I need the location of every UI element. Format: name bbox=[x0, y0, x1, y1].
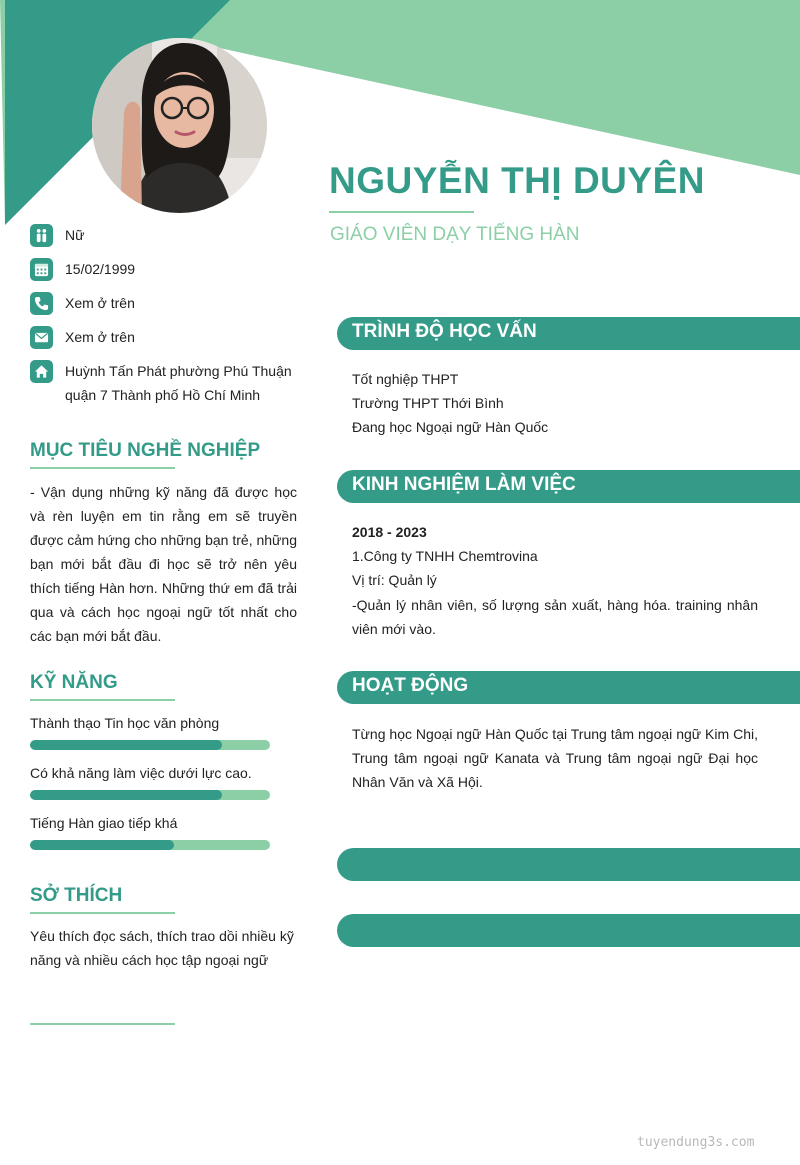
skill-label: Thành thạo Tin học văn phòng bbox=[30, 715, 220, 731]
skill-bar-fill bbox=[30, 840, 174, 850]
watermark: tuyendung3s.com bbox=[637, 1135, 755, 1150]
skills-underline bbox=[30, 699, 175, 701]
hobbies-heading: SỞ THÍCH bbox=[30, 885, 123, 906]
experience-position: Vị trí: Quản lý bbox=[352, 572, 437, 588]
contact-email bbox=[30, 326, 320, 349]
hobbies-text: Yêu thích đọc sách, thích trao dồi nhiều kỹ năng và nhiều cách học tập ngoại ngữ bbox=[30, 928, 294, 968]
calendar-icon bbox=[30, 258, 53, 281]
activities-text: Từng học Ngoại ngữ Hàn Quốc tại Trung tâm ngoại ngữ Kim Chi, Trung tâm ngoại ngữ Kanata và Trung tâm ngoại ngữ Đại học Nhân Văn và Xã Hội. bbox=[352, 726, 758, 790]
empty-banner bbox=[337, 848, 800, 881]
education-banner bbox=[337, 317, 800, 350]
career-goal-text: - Vận dụng những kỹ năng đã được học và rèn luyện em tin rằng em sẽ truyền được cảm hứng cho những bạn trẻ, những bạn mới bắt đầu đi học sẽ trở nên yêu thích tiếng Hàn hơn. Những thứ em đã trải qua và cách học ngoại ngữ tốt nhất cho các bạn mới bắt đầu. bbox=[30, 484, 297, 644]
experience-description: -Quản lý nhân viên, số lượng sản xuất, hàng hóa. training nhân viên mới vào. bbox=[352, 597, 758, 637]
skill-bar-fill bbox=[30, 790, 222, 800]
candidate-name: NGUYỄN THỊ DUYÊN bbox=[329, 160, 705, 201]
hobbies-underline bbox=[30, 912, 175, 914]
gender-text: Nữ bbox=[65, 227, 85, 243]
contact-address bbox=[30, 360, 320, 407]
home-icon bbox=[30, 360, 53, 383]
phone-icon bbox=[30, 292, 53, 315]
contact-birthdate bbox=[30, 258, 320, 281]
education-heading: TRÌNH ĐỘ HỌC VẤN bbox=[352, 321, 537, 342]
email-text: Xem ở trên bbox=[65, 329, 135, 345]
contact-gender bbox=[30, 224, 320, 247]
mail-icon bbox=[30, 326, 53, 349]
contact-phone bbox=[30, 292, 320, 315]
job-title: GIÁO VIÊN DẠY TIẾNG HÀN bbox=[330, 224, 580, 245]
skill-bar bbox=[30, 840, 270, 850]
birthdate-text: 15/02/1999 bbox=[65, 261, 136, 277]
gender-icon bbox=[30, 224, 53, 247]
skill-label: Có khả năng làm việc dưới lực cao. bbox=[30, 765, 252, 781]
activities-heading: HOẠT ĐỘNG bbox=[352, 675, 469, 696]
education-line: Trường THPT Thới Bình bbox=[352, 395, 504, 411]
experience-company: 1.Công ty TNHH Chemtrovina bbox=[352, 548, 538, 564]
experience-period: 2018 - 2023 bbox=[352, 524, 427, 540]
empty-banner bbox=[337, 914, 800, 947]
name-underline bbox=[329, 211, 474, 213]
skill-bar bbox=[30, 790, 270, 800]
profile-photo bbox=[92, 38, 267, 213]
skills-heading: KỸ NĂNG bbox=[30, 672, 118, 693]
career-goal-heading: MỤC TIÊU NGHỀ NGHIỆP bbox=[30, 440, 261, 461]
education-line: Đang học Ngoại ngữ Hàn Quốc bbox=[352, 419, 549, 435]
address-text: Huỳnh Tấn Phát phường Phú Thuận quận 7 Thành phố Hồ Chí Minh bbox=[65, 363, 292, 403]
empty-section-underline bbox=[30, 1023, 175, 1025]
phone-text: Xem ở trên bbox=[65, 295, 135, 311]
skill-bar bbox=[30, 740, 270, 750]
education-line: Tốt nghiệp THPT bbox=[352, 371, 459, 387]
skill-label: Tiếng Hàn giao tiếp khá bbox=[30, 815, 178, 831]
activities-banner bbox=[337, 671, 800, 704]
experience-banner bbox=[337, 470, 800, 503]
skill-bar-fill bbox=[30, 740, 222, 750]
career-goal-underline bbox=[30, 467, 175, 469]
experience-heading: KINH NGHIỆM LÀM VIỆC bbox=[352, 474, 576, 495]
